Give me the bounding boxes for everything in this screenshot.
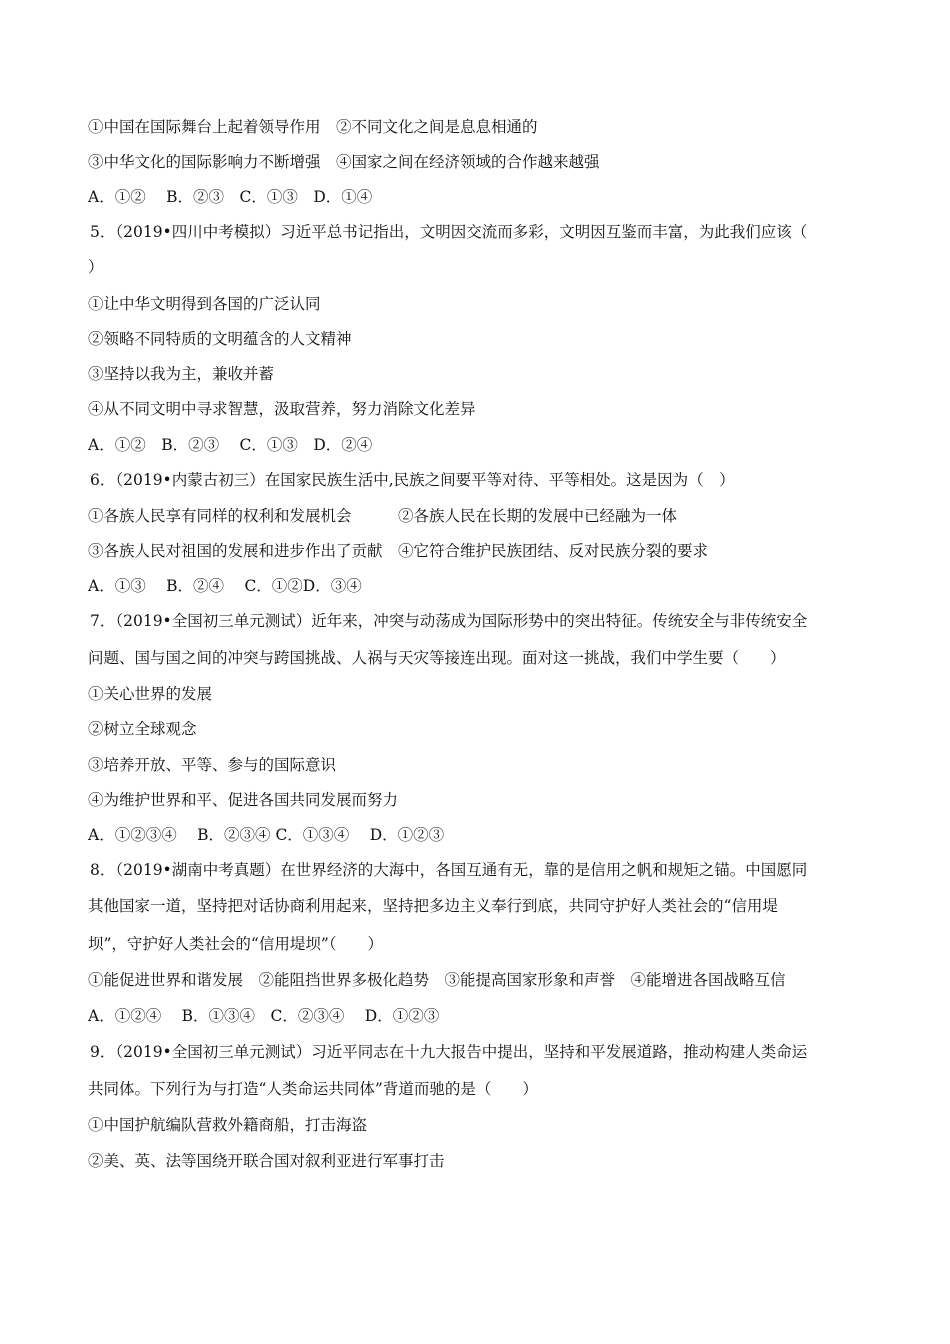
option-line: ②领略不同特质的文明蕴含的人文精神 xyxy=(88,330,352,348)
option-line: ①关心世界的发展 xyxy=(88,685,213,703)
answer-choices: A．①③ B．②④ C．①②D．③④ xyxy=(88,577,362,595)
answer-choices: A．①②④ B．①③④ C．②③④ D．①②③ xyxy=(88,1007,440,1025)
text-line: 问题、国与国之间的冲突与跨国挑战、人祸与天灾等接连出现。面对这一挑战，我们中学生要（ ） xyxy=(88,649,786,667)
answer-choices: A．①② B．②③ C．①③ D．②④ xyxy=(88,436,373,454)
option-line: ①让中华文明得到各国的广泛认同 xyxy=(88,295,321,313)
option-line: ②美、英、法等国绕开联合国对叙利亚进行军事打击 xyxy=(88,1152,445,1170)
text-line: A．①② B．②③ C．①③ D．①④ xyxy=(88,188,373,206)
option-line: ④从不同文明中寻求智慧，汲取营养，努力消除文化差异 xyxy=(88,400,476,418)
option-line: ④为维护世界和平、促进各国共同发展而努力 xyxy=(88,791,399,809)
option-line: ②树立全球观念 xyxy=(88,720,197,738)
answer-choices: A．①②③④ B．②③④ C．①③④ D．①②③ xyxy=(88,826,445,844)
option-line: ①能促进世界和谐发展 ②能阻挡世界多极化趋势 ③能提高国家形象和声誉 ④能增进各国战略互信 xyxy=(88,971,786,989)
question-stem-8: 8．（2019•湖南中考真题）在世界经济的大海中，各国互通有无，靠的是信用之帆和规矩之锚。中国愿同 xyxy=(90,861,808,879)
text-line: 其他国家一道，坚持把对话协商利用起来，坚持把多边主义奉行到底，共同守护好人类社会的“信用堤 xyxy=(88,897,778,915)
option-line: ③坚持以我为主，兼收并蓄 xyxy=(88,365,275,383)
option-line: ③培养开放、平等、参与的国际意识 xyxy=(88,756,337,774)
option-line: ③各族人民对祖国的发展和进步作出了贡献 ④它符合维护民族团结、反对民族分裂的要求 xyxy=(88,542,709,560)
text-line: ③中华文化的国际影响力不断增强 ④国家之间在经济领域的合作越来越强 xyxy=(88,153,600,171)
text-line: 共同体。下列行为与打造“人类命运共同体”背道而驰的是（ ） xyxy=(88,1080,538,1098)
question-stem-7: 7．（2019•全国初三单元测试）近年来，冲突与动荡成为国际形势中的突出特征。传统安全与非传统安全 xyxy=(90,612,808,630)
question-stem-9: 9．（2019•全国初三单元测试）习近平同志在十九大报告中提出，坚持和平发展道路，推动构建人类命运 xyxy=(90,1043,808,1061)
question-stem-5: 5．（2019•四川中考模拟）习近平总书记指出，文明因交流而多彩，文明因互鉴而丰富，为此我们应该（ xyxy=(90,223,808,241)
text-line: 坝”，守护好人类社会的“信用堤坝”（ ） xyxy=(88,935,384,953)
option-line: ①中国护航编队营救外籍商船，打击海盗 xyxy=(88,1116,368,1134)
text-line: ） xyxy=(88,258,104,276)
text-line: ①中国在国际舞台上起着领导作用 ②不同文化之间是息息相通的 xyxy=(88,118,538,136)
option-line: ①各族人民享有同样的权利和发展机会 ②各族人民在长期的发展中已经融为一体 xyxy=(88,507,678,525)
question-stem-6: 6．（2019•内蒙古初三）在国家民族生活中,民族之间要平等对待、平等相处。这是因为（ ） xyxy=(90,471,735,489)
